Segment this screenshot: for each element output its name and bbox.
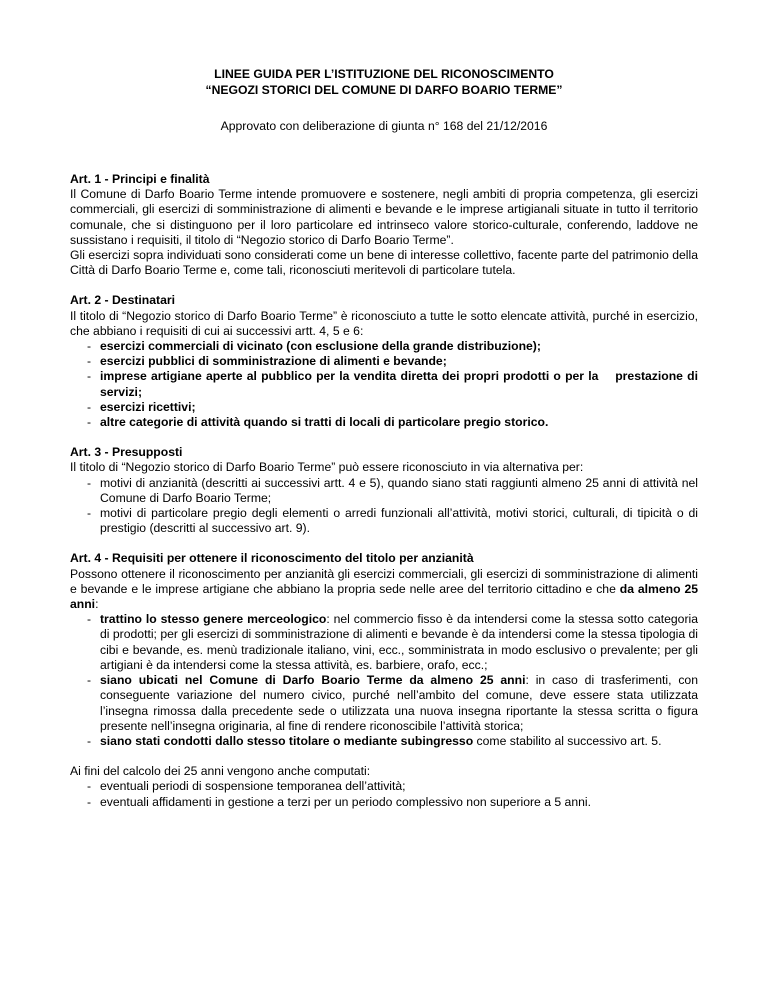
- list-item: - imprese artigiane aperte al pubblico per la vendita diretta dei propri prodotti o per la prestazione di servizi;: [87, 369, 702, 399]
- document-page: [70, 66, 702, 810]
- list-item: - siano ubicati nel Comune di Darfo Boario Terme da almeno 25 anni: in caso di trasferimenti, con conseguente variazione del numero civico, purché nell’ambito del comune, deve essere stata utilizzata l’insegna rimossa dalla precedente sede o utilizzata una nuova insegna riportante la stessa scritta o figura presente nell’insegna originaria, al fine di rendere riconoscibile l’attività storica;: [87, 673, 698, 733]
- list-item: - eventuali affidamenti in gestione a terzi per un periodo complessivo non superiore a 5 anni.: [87, 794, 591, 809]
- article-3-heading: Art. 3 - Presupposti: [70, 445, 183, 460]
- article-2-list: [70, 339, 702, 430]
- article-1: [70, 172, 698, 278]
- article-4-intro: Possono ottenere il riconoscimento per anzianità gli esercizi commerciali, gli esercizi di somministrazione di alimenti e bevande e le imprese artigiane che abbiano la propria sede nelle aree del territorio cittadino e che da almeno 25 anni:: [70, 566, 698, 612]
- approval-note: Approvato con deliberazione di giunta n° 168 del 21/12/2016: [220, 119, 548, 133]
- list-item: - esercizi commerciali di vicinato (con esclusione della grande distribuzione);: [87, 339, 541, 354]
- article-1-paragraph-2: Gli esercizi sopra individuati sono considerati come un bene di interesse collettivo, facente parte del patrimonio della Città di Darfo Boario Terme e, come tali, riconosciuti meritevoli di particolare tutela.: [70, 248, 698, 278]
- list-item: - motivi di particolare pregio degli elementi o arredi funzionali all’attività, motivi storici, culturali, di tipicità o di prestigio (descritti al successivo art. 9).: [87, 506, 698, 536]
- article-4: [70, 551, 698, 809]
- title-line-2: “NEGOZI STORICI DEL COMUNE DI DARFO BOARIO TERME”: [205, 83, 563, 97]
- calc-list: [70, 779, 698, 809]
- list-item: - trattino lo stesso genere merceologico: nel commercio fisso è da intendersi come la stessa sotto categoria di prodotti; per gli esercizi di somministrazione di alimenti e bevande è da intendersi come la stessa tipologia di cibi e bevande, es. menù tradizionale italiano, vini, ecc., somministrata in modo esclusivo o prevalente; per gli artigiani è da intendersi come la stessa attività, es. barbiere, orafo, ecc.;: [87, 612, 698, 672]
- list-item: - siano stati condotti dallo stesso titolare o mediante subingresso come stabilito al successivo art. 5.: [87, 733, 662, 748]
- article-3-list: [70, 476, 698, 537]
- document-title: [70, 66, 698, 98]
- article-1-heading: Art. 1 - Principi e finalità: [70, 172, 210, 186]
- list-item: - esercizi ricettivi;: [87, 399, 196, 414]
- article-1-paragraph-1: Il Comune di Darfo Boario Terme intende promuovere e sostenere, negli ambiti di propria competenza, gli esercizi commerciali, gli esercizi di somministrazione di alimenti e bevande e le imprese artigianali situate in tutto il territorio comunale, che si distinguono per il loro particolare ed intrinseco valore storico-culturale, conferendo, laddove ne sussistano i requisiti, il titolo di “Negozio storico di Darfo Boario Terme”.: [70, 187, 698, 247]
- article-4-list: [70, 612, 698, 749]
- list-item: - motivi di anzianità (descritti ai successivi artt. 4 e 5), quando siano stati raggiunti almeno 25 anni di attività nel Comune di Darfo Boario Terme;: [87, 475, 698, 505]
- calc-intro: Ai fini del calcolo dei 25 anni vengono anche computati:: [70, 764, 371, 779]
- list-item: - eventuali periodi di sospensione temporanea dell’attività;: [87, 779, 406, 794]
- article-3-intro: Il titolo di “Negozio storico di Darfo Boario Terme” può essere riconosciuto in via alternativa per:: [70, 460, 584, 475]
- article-2-heading: Art. 2 - Destinatari: [70, 293, 175, 308]
- list-item: - esercizi pubblici di somministrazione di alimenti e bevande;: [87, 354, 447, 369]
- title-line-1: LINEE GUIDA PER L’ISTITUZIONE DEL RICONOSCIMENTO: [214, 67, 554, 81]
- list-item: - altre categorie di attività quando si tratti di locali di particolare pregio storico.: [87, 415, 549, 430]
- article-2: [70, 293, 702, 430]
- article-2-intro: Il titolo di “Negozio storico di Darfo Boario Terme” è riconosciuto a tutte le sotto elencate attività, purché in esercizio, che abbiano i requisiti di cui ai successivi artt. 4, 5 e 6:: [70, 308, 698, 338]
- article-4-heading: Art. 4 - Requisiti per ottenere il riconoscimento del titolo per anzianità: [70, 551, 474, 566]
- article-3: [70, 445, 698, 536]
